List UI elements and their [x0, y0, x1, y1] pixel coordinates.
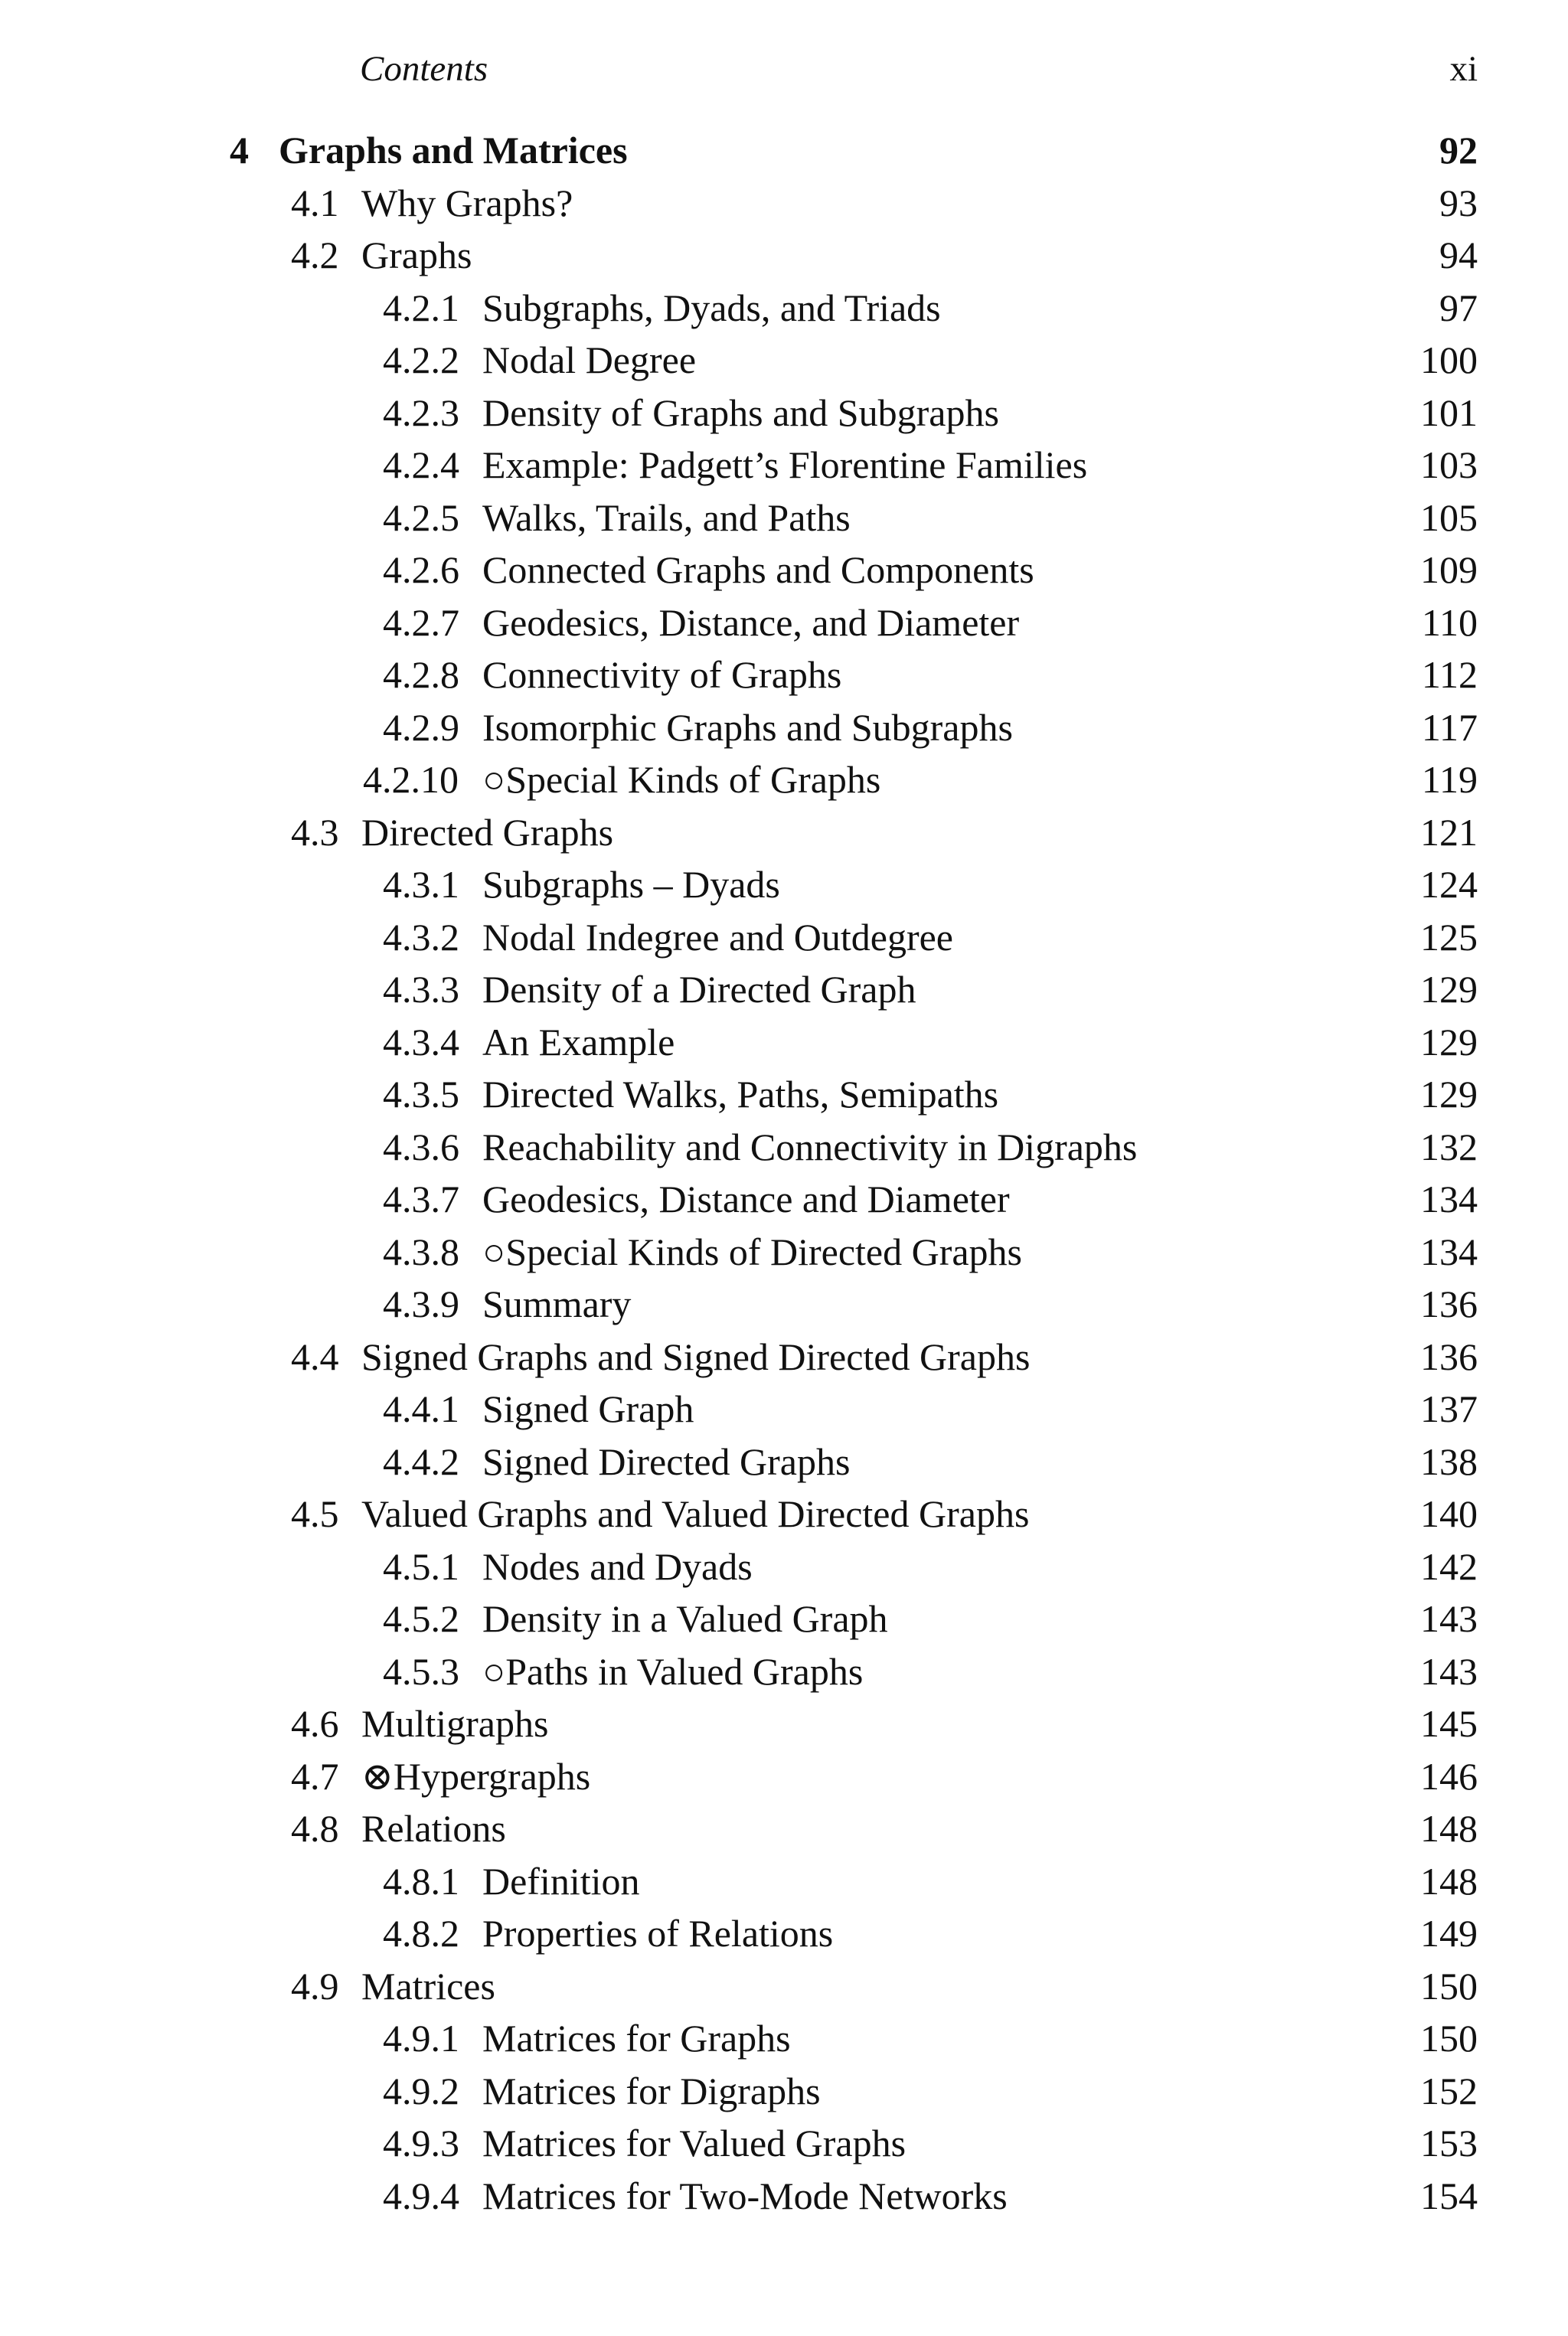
toc-entry-section: [0, 1960, 1568, 2013]
toc-entry-page: 109: [1420, 548, 1478, 591]
toc-entry-number: 4.2: [291, 234, 339, 276]
toc-entry-subsection: [0, 1226, 1568, 1279]
toc-entry-number: 4.3.3: [383, 968, 459, 1011]
toc-entry-title: Matrices: [361, 1964, 495, 2008]
toc-entry-number: 4.3.5: [383, 1073, 459, 1116]
toc-entry-title: Walks, Trails, and Paths: [482, 495, 851, 539]
toc-entry-title: ⊗Hypergraphs: [361, 1754, 591, 1798]
toc-entry-page: 121: [1420, 810, 1478, 854]
toc-entry-page: 119: [1421, 758, 1478, 801]
toc-entry-number: 4.3.9: [383, 1282, 459, 1325]
toc-entry-page: 148: [1420, 1859, 1478, 1903]
toc-entry-title: Matrices for Digraphs: [482, 2069, 821, 2112]
toc-entry-title: Signed Graph: [482, 1387, 694, 1430]
toc-entry-number: 4: [230, 129, 249, 172]
toc-entry-number: 4.8: [291, 1807, 339, 1850]
toc-entry-number: 4.3.7: [383, 1178, 459, 1220]
toc-entry-page: 142: [1420, 1544, 1478, 1588]
toc-entry-number: 4.2.5: [383, 495, 459, 539]
toc-entry-title: ○Special Kinds of Directed Graphs: [482, 1230, 1023, 1273]
toc-entry-number: 4.8.2: [383, 1912, 459, 1955]
toc-entry-number: 4.4.1: [383, 1387, 459, 1430]
toc-entry-number: 4.9.2: [383, 2069, 459, 2112]
toc-entry-page: 145: [1420, 1702, 1478, 1745]
toc-entry-page: 153: [1420, 2122, 1478, 2164]
toc-entry-number: 4.5: [291, 1492, 339, 1535]
toc-entry-number: 4.5.3: [383, 1649, 459, 1693]
toc-entry-number: 4.9.3: [383, 2122, 459, 2164]
toc-entry-subsection: [0, 1121, 1568, 1174]
toc-entry-section: [0, 806, 1568, 859]
toc-entry-number: 4.2.6: [383, 548, 459, 591]
toc-entry-subsection: [0, 1068, 1568, 1121]
toc-entry-subsection: [0, 544, 1568, 596]
toc-entry-title: Properties of Relations: [482, 1912, 834, 1955]
toc-entry-number: 4.9: [291, 1964, 339, 2008]
toc-entry-number: 4.5.2: [383, 1597, 459, 1640]
toc-entry-subsection: [0, 439, 1568, 492]
toc-entry-title: Matrices for Graphs: [482, 2017, 791, 2060]
toc-entry-title: Nodal Indegree and Outdegree: [482, 915, 953, 959]
toc-entry-title: Nodal Degree: [482, 338, 697, 381]
toc-entry-section: [0, 177, 1568, 230]
toc-entry-subsection: [0, 334, 1568, 387]
toc-entry-subsection: [0, 2170, 1568, 2223]
toc-entry-section: [0, 1697, 1568, 1750]
toc-entry-title: Reachability and Connectivity in Digraphs: [482, 1125, 1138, 1168]
toc-entry-page: 124: [1420, 863, 1478, 906]
toc-entry-page: 105: [1420, 495, 1478, 539]
toc-entry-page: 148: [1420, 1807, 1478, 1850]
toc-entry-title: An Example: [482, 1020, 675, 1063]
toc-entry-page: 101: [1420, 390, 1478, 434]
toc-entry-number: 4.3.6: [383, 1125, 459, 1168]
toc-entry-page: 134: [1420, 1230, 1478, 1273]
toc-entry-title: Geodesics, Distance and Diameter: [482, 1178, 1010, 1220]
toc-entry-number: 4.2.9: [383, 705, 459, 749]
toc-entry-title: Density of a Directed Graph: [482, 968, 916, 1011]
toc-entry-title: Density in a Valued Graph: [482, 1597, 888, 1640]
toc-entry-page: 129: [1420, 1073, 1478, 1116]
toc-entry-subsection: [0, 1278, 1568, 1331]
toc-entry-subsection: [0, 492, 1568, 544]
toc-entry-subsection: [0, 1383, 1568, 1436]
toc-entry-number: 4.9.4: [383, 2174, 459, 2217]
toc-entry-page: 137: [1420, 1387, 1478, 1430]
toc-entry-page: 92: [1439, 129, 1478, 172]
toc-entry-title: Relations: [361, 1807, 506, 1850]
toc-entry-subsection: [0, 649, 1568, 701]
toc-entry-subsection: [0, 2065, 1568, 2118]
toc-entry-subsection: [0, 2117, 1568, 2170]
toc-entry-title: Multigraphs: [361, 1702, 549, 1745]
toc-entry-subsection: [0, 701, 1568, 754]
toc-entry-subsection: [0, 1173, 1568, 1226]
toc-entry-subsection: [0, 1645, 1568, 1698]
toc-entry-page: 152: [1420, 2069, 1478, 2112]
toc-entry-title: Subgraphs, Dyads, and Triads: [482, 286, 941, 329]
toc-entry-number: 4.2.1: [383, 286, 459, 329]
toc-entry-subsection: [0, 911, 1568, 964]
toc-entry-page: 143: [1420, 1597, 1478, 1640]
toc-entry-number: 4.3.1: [383, 863, 459, 906]
toc-entry-page: 103: [1420, 443, 1478, 486]
toc-entry-page: 149: [1420, 1912, 1478, 1955]
toc-entry-number: 4.2.3: [383, 390, 459, 434]
toc-entry-page: 100: [1420, 338, 1478, 381]
toc-entry-section: [0, 1488, 1568, 1540]
toc-entry-title: Graphs: [361, 234, 472, 276]
toc-entry-subsection: [0, 1593, 1568, 1645]
toc-entry-number: 4.3.8: [383, 1230, 459, 1273]
toc-entry-title: Signed Directed Graphs: [482, 1439, 851, 1483]
toc-entry-number: 4.9.1: [383, 2017, 459, 2060]
toc-entry-number: 4.4.2: [383, 1439, 459, 1483]
toc-entry-title: Directed Graphs: [361, 810, 614, 854]
toc-entry-number: 4.3.2: [383, 915, 459, 959]
toc-entry-title: Matrices for Two-Mode Networks: [482, 2174, 1008, 2217]
toc-entry-page: 129: [1420, 1020, 1478, 1063]
toc-entry-title: Definition: [482, 1859, 640, 1903]
toc-entry-subsection: [0, 1855, 1568, 1908]
toc-entry-page: 117: [1421, 705, 1478, 749]
toc-entry-page: 94: [1439, 234, 1478, 276]
toc-entry-number: 4.2.8: [383, 653, 459, 696]
toc-entry-subsection: [0, 596, 1568, 649]
toc-entry-page: 129: [1420, 968, 1478, 1011]
running-title: Contents: [360, 49, 488, 89]
toc-entry-page: 110: [1421, 600, 1478, 644]
toc-entry-number: 4.4: [291, 1335, 339, 1378]
table-of-contents: [0, 124, 1568, 2222]
toc-entry-page: 150: [1420, 2017, 1478, 2060]
toc-entry-number: 4.2.4: [383, 443, 459, 486]
toc-entry-subsection: [0, 858, 1568, 911]
toc-entry-title: Directed Walks, Paths, Semipaths: [482, 1073, 999, 1116]
toc-entry-title: Nodes and Dyads: [482, 1544, 753, 1588]
toc-entry-page: 138: [1420, 1439, 1478, 1483]
toc-entry-subsection: [0, 1907, 1568, 1960]
running-head: [360, 46, 1478, 92]
toc-entry-title: ○Paths in Valued Graphs: [482, 1649, 864, 1693]
toc-entry-subsection: [0, 1436, 1568, 1488]
toc-entry-title: Signed Graphs and Signed Directed Graphs: [361, 1335, 1031, 1378]
toc-entry-section: [0, 1331, 1568, 1384]
toc-entry-section: [0, 1750, 1568, 1803]
toc-entry-number: 4.2.10: [363, 758, 459, 801]
toc-entry-number: 4.2.2: [383, 338, 459, 381]
toc-entry-subsection: [0, 2012, 1568, 2065]
toc-entry-page: 150: [1420, 1964, 1478, 2008]
toc-entry-subsection: [0, 1016, 1568, 1069]
page-folio: xi: [1449, 49, 1478, 89]
toc-entry-title: Graphs and Matrices: [279, 129, 628, 172]
toc-entry-title: Subgraphs – Dyads: [482, 863, 780, 906]
toc-entry-number: 4.6: [291, 1702, 339, 1745]
toc-entry-subsection: [0, 387, 1568, 439]
toc-entry-title: Valued Graphs and Valued Directed Graphs: [361, 1492, 1030, 1535]
toc-entry-number: 4.1: [291, 181, 339, 224]
toc-entry-number: 4.7: [291, 1754, 339, 1798]
toc-entry-subsection: [0, 282, 1568, 335]
toc-entry-section: [0, 229, 1568, 282]
toc-entry-page: 136: [1420, 1282, 1478, 1325]
toc-entry-title: Density of Graphs and Subgraphs: [482, 390, 999, 434]
toc-entry-page: 112: [1421, 653, 1478, 696]
toc-entry-number: 4.3.4: [383, 1020, 459, 1063]
toc-entry-page: 132: [1420, 1125, 1478, 1168]
toc-entry-title: ○Special Kinds of Graphs: [482, 758, 881, 801]
toc-entry-title: Example: Padgett’s Florentine Families: [482, 443, 1088, 486]
toc-entry-page: 93: [1439, 181, 1478, 224]
toc-entry-subsection: [0, 1540, 1568, 1593]
toc-entry-chapter: [0, 124, 1568, 177]
toc-entry-page: 97: [1439, 286, 1478, 329]
toc-entry-page: 146: [1420, 1754, 1478, 1798]
toc-entry-number: 4.2.7: [383, 600, 459, 644]
toc-entry-page: 136: [1420, 1335, 1478, 1378]
toc-entry-title: Why Graphs?: [361, 181, 573, 224]
toc-entry-title: Isomorphic Graphs and Subgraphs: [482, 705, 1013, 749]
toc-entry-title: Connectivity of Graphs: [482, 653, 842, 696]
toc-entry-page: 154: [1420, 2174, 1478, 2217]
toc-entry-title: Matrices for Valued Graphs: [482, 2122, 906, 2164]
toc-entry-page: 143: [1420, 1649, 1478, 1693]
toc-entry-page: 140: [1420, 1492, 1478, 1535]
toc-entry-number: 4.3: [291, 810, 339, 854]
toc-entry-title: Geodesics, Distance, and Diameter: [482, 600, 1020, 644]
toc-entry-subsection: [0, 753, 1568, 806]
toc-entry-title: Connected Graphs and Components: [482, 548, 1034, 591]
toc-entry-page: 134: [1420, 1178, 1478, 1220]
toc-entry-number: 4.5.1: [383, 1544, 459, 1588]
toc-entry-number: 4.8.1: [383, 1859, 459, 1903]
toc-entry-section: [0, 1802, 1568, 1855]
toc-entry-subsection: [0, 963, 1568, 1016]
toc-entry-title: Summary: [482, 1282, 632, 1325]
toc-entry-page: 125: [1420, 915, 1478, 959]
